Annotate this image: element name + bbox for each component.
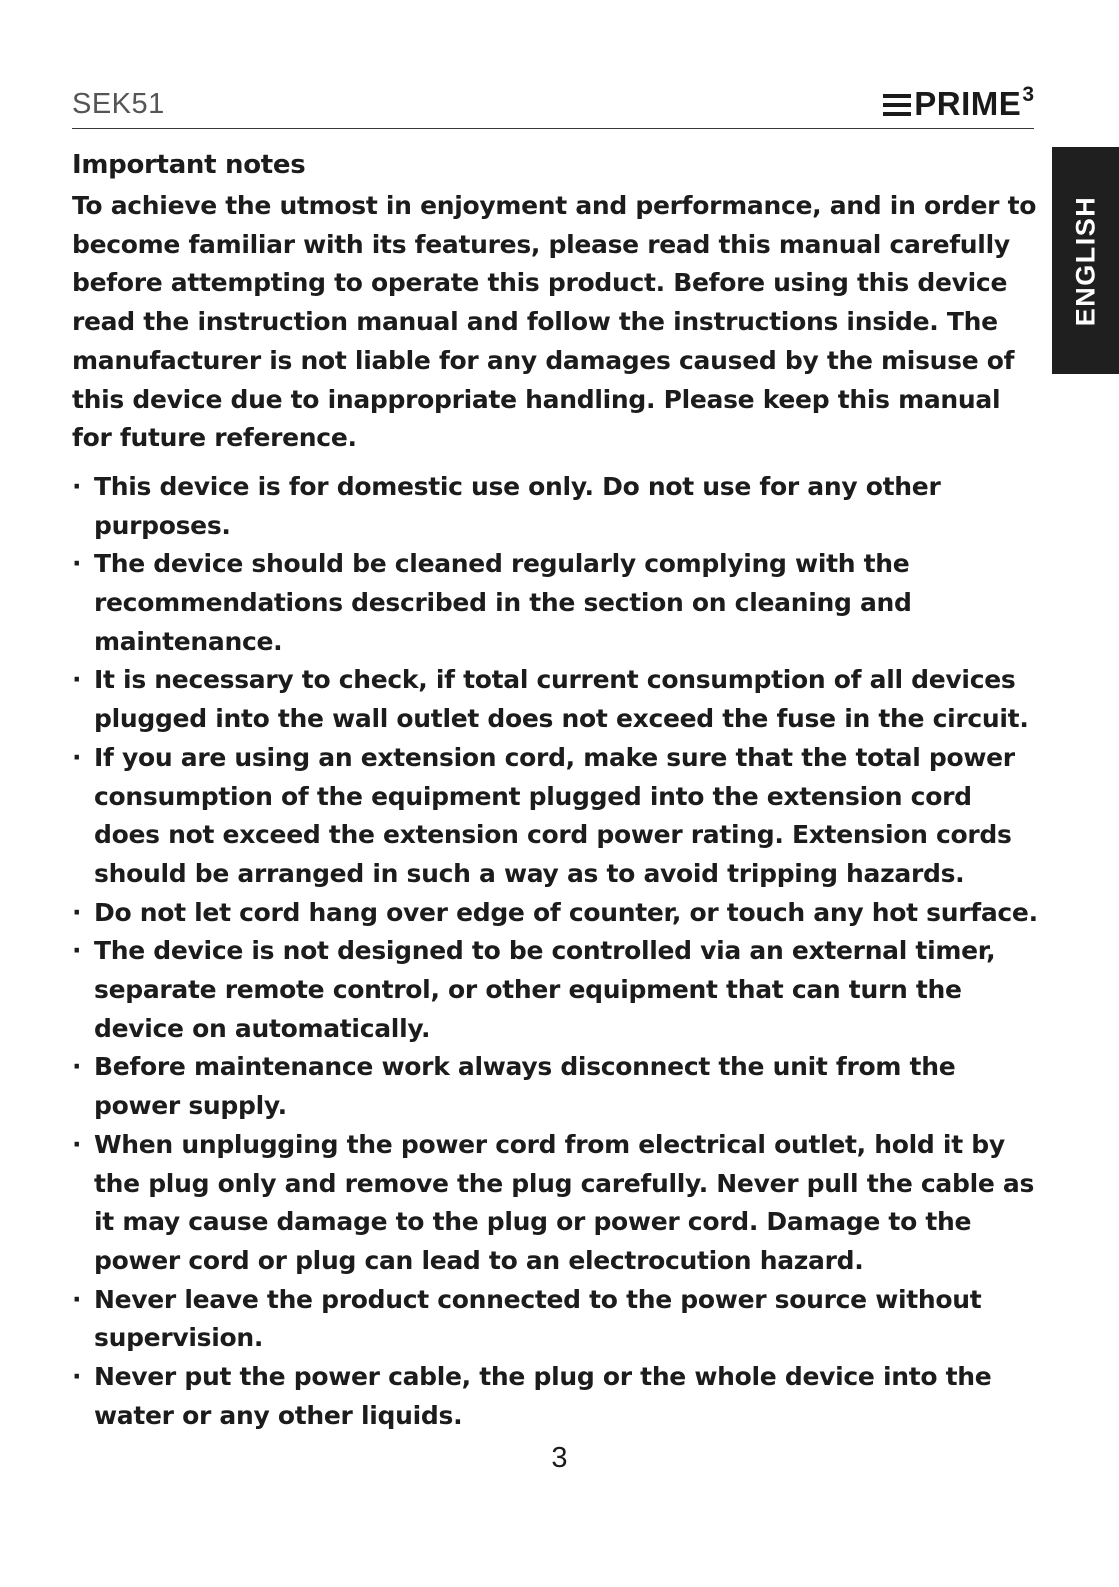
list-item: · When unplugging the power cord from electrical outlet, hold it by the plug only and remove the plug carefully. Never pull the cable as it may cause damage to the plug or power cord. Damage to the power cord or plug can lead to an electrocution hazard.	[72, 1126, 1042, 1281]
logo-bars-icon	[883, 94, 911, 116]
brand-name: PRIME	[914, 85, 1022, 122]
section-title: Important notes	[72, 150, 306, 180]
list-item: · The device is not designed to be controlled via an external timer, separate remote control, or other equipment that can turn the device on automatically.	[72, 932, 1042, 1048]
language-tab	[1052, 147, 1119, 374]
main-content	[72, 143, 1042, 1436]
brand-superscript: 3	[1022, 83, 1034, 106]
list-item: · This device is for domestic use only. Do not use for any other purposes.	[72, 468, 1042, 545]
page-number: 3	[551, 1442, 568, 1474]
list-item: · It is necessary to check, if total current consumption of all devices plugged into the wall outlet does not exceed the fuse in the circuit.	[72, 661, 1042, 738]
list-item: · Before maintenance work always disconnect the unit from the power supply.	[72, 1048, 1042, 1125]
list-item: · The device should be cleaned regularly complying with the recommendations described in the section on cleaning and maintenance.	[72, 545, 1042, 661]
list-item: · Never put the power cable, the plug or the whole device into the water or any other liquids.	[72, 1358, 1042, 1435]
list-item: · Do not let cord hang over edge of counter, or touch any hot surface.	[72, 894, 1042, 933]
brand-logo	[883, 84, 1034, 124]
safety-notes-list	[72, 468, 1042, 1436]
model-number: SEK51	[72, 88, 165, 120]
language-label: ENGLISH	[1070, 195, 1100, 326]
list-item: · Never leave the product connected to the power source without supervision.	[72, 1281, 1042, 1358]
page-header	[72, 84, 1034, 129]
list-item: · If you are using an extension cord, make sure that the total power consumption of the equipment plugged into the extension cord does not exceed the extension cord power rating. Extension cords should be arranged in such a way as to avoid tripping hazards.	[72, 739, 1042, 894]
intro-paragraph: To achieve the utmost in enjoyment and performance, and in order to become familiar with its features, please read this manual carefully before attempting to operate this product. Before using this device read the instruction manual and follow the instructions inside. The manufacturer is not liable for any damages caused by the misuse of this device due to inappropriate handling. Please keep this manual for future reference.	[72, 191, 1037, 453]
